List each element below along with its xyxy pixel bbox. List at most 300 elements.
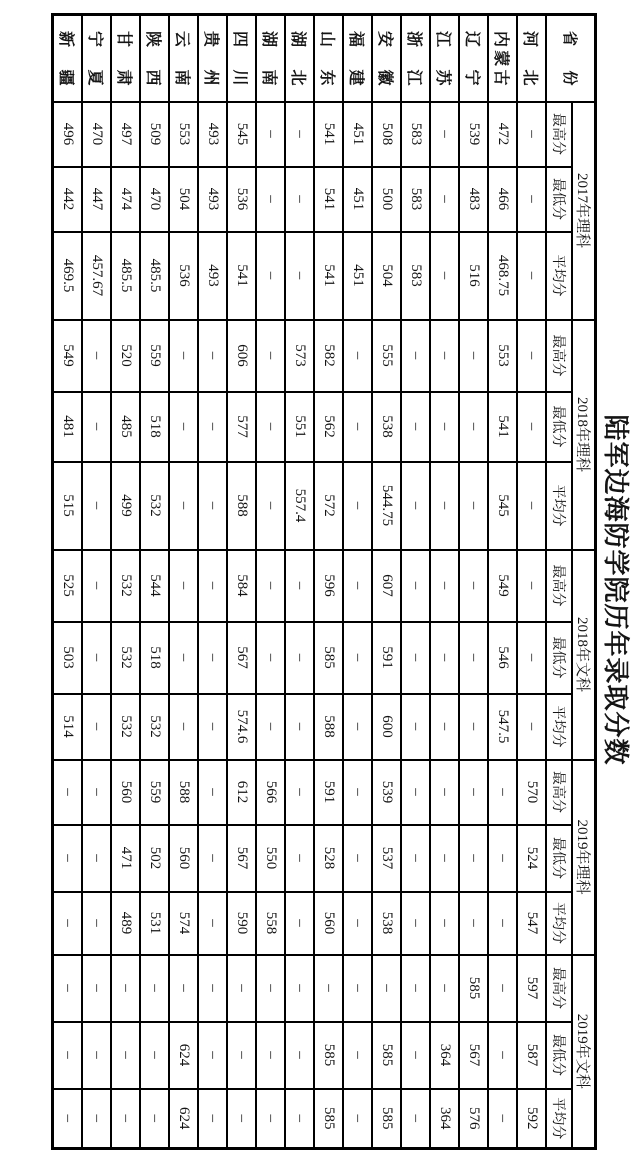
province-cell: 湖南 — [256, 15, 285, 102]
score-cell: 546 — [488, 622, 517, 694]
score-cell: – — [401, 892, 430, 955]
score-cell: 600 — [372, 694, 401, 760]
score-cell: 585 — [459, 955, 488, 1022]
score-cell: – — [285, 955, 314, 1022]
score-cell: – — [430, 392, 459, 462]
score-cell: – — [430, 232, 459, 320]
score-cell: – — [430, 102, 459, 167]
score-cell: 583 — [401, 102, 430, 167]
score-cell: 585 — [314, 1022, 343, 1089]
score-cell: – — [198, 760, 227, 825]
score-cell: 509 — [140, 102, 169, 167]
score-cell: 553 — [169, 102, 198, 167]
score-cell: – — [198, 694, 227, 760]
score-cell: – — [343, 622, 372, 694]
score-cell: 514 — [53, 694, 82, 760]
province-cell: 山东 — [314, 15, 343, 102]
score-cell: 496 — [53, 102, 82, 167]
table-row — [488, 15, 517, 1149]
score-cell: 493 — [198, 232, 227, 320]
province-cell: 江苏 — [430, 15, 459, 102]
score-cell: 545 — [227, 102, 256, 167]
score-cell: 442 — [53, 167, 82, 232]
table-row — [343, 15, 372, 1149]
score-cell: 524 — [517, 825, 546, 892]
score-cell: – — [459, 320, 488, 392]
score-cell: 532 — [140, 694, 169, 760]
score-cell: – — [198, 892, 227, 955]
score-cell: – — [285, 694, 314, 760]
sub-header-max: 最高分 — [546, 760, 572, 825]
score-cell: 493 — [198, 167, 227, 232]
score-cell: 549 — [53, 320, 82, 392]
score-cell: 447 — [82, 167, 111, 232]
score-cell: 539 — [459, 102, 488, 167]
score-cell: 567 — [459, 1022, 488, 1089]
score-cell: 538 — [372, 892, 401, 955]
score-cell: 612 — [227, 760, 256, 825]
score-cell: 536 — [227, 167, 256, 232]
score-cell: 551 — [285, 392, 314, 462]
score-cell: – — [82, 462, 111, 550]
score-cell: – — [140, 1022, 169, 1089]
table-row — [256, 15, 285, 1149]
score-cell: 562 — [314, 392, 343, 462]
province-cell: 安徽 — [372, 15, 401, 102]
sub-header-avg: 平均分 — [546, 694, 572, 760]
score-cell: – — [256, 1089, 285, 1149]
score-cell: – — [517, 232, 546, 320]
score-cell: 483 — [459, 167, 488, 232]
score-cell: 558 — [256, 892, 285, 955]
score-cell: 597 — [517, 955, 546, 1022]
score-cell: – — [343, 550, 372, 622]
score-cell: 596 — [314, 550, 343, 622]
score-cell: – — [285, 232, 314, 320]
score-cell: 537 — [372, 825, 401, 892]
score-cell: 485.5 — [111, 232, 140, 320]
score-cell: 470 — [140, 167, 169, 232]
score-cell: – — [430, 694, 459, 760]
table-row — [285, 15, 314, 1149]
score-cell: 489 — [111, 892, 140, 955]
score-cell: – — [227, 955, 256, 1022]
score-cell: – — [459, 622, 488, 694]
score-cell: – — [459, 694, 488, 760]
score-cell: 471 — [111, 825, 140, 892]
score-cell: – — [256, 462, 285, 550]
score-cell: 528 — [314, 825, 343, 892]
score-cell: – — [285, 102, 314, 167]
score-cell: 583 — [401, 232, 430, 320]
score-cell: – — [517, 320, 546, 392]
score-cell: – — [227, 1022, 256, 1089]
score-cell: 539 — [372, 760, 401, 825]
score-cell: 566 — [256, 760, 285, 825]
score-cell: 582 — [314, 320, 343, 392]
score-cell: 451 — [343, 232, 372, 320]
score-cell: – — [401, 694, 430, 760]
group-header-2018-science: 2018年理科 — [572, 320, 596, 550]
score-cell: 574 — [169, 892, 198, 955]
score-cell: – — [82, 955, 111, 1022]
sub-header-min: 最低分 — [546, 392, 572, 462]
score-cell: 590 — [227, 892, 256, 955]
score-cell: 469.5 — [53, 232, 82, 320]
sub-header-avg: 平均分 — [546, 892, 572, 955]
score-cell: – — [401, 392, 430, 462]
score-cell: – — [140, 1089, 169, 1149]
score-cell: – — [488, 1089, 517, 1149]
score-cell: – — [343, 320, 372, 392]
score-cell: 485.5 — [140, 232, 169, 320]
score-cell: 532 — [111, 694, 140, 760]
score-cell: 364 — [430, 1022, 459, 1089]
score-cell: 572 — [314, 462, 343, 550]
score-cell: 541 — [314, 102, 343, 167]
sub-header-min: 最低分 — [546, 825, 572, 892]
score-cell: 531 — [140, 892, 169, 955]
score-cell: 541 — [488, 392, 517, 462]
score-cell: 502 — [140, 825, 169, 892]
score-cell: 504 — [372, 232, 401, 320]
score-cell: 466 — [488, 167, 517, 232]
score-cell: – — [53, 955, 82, 1022]
province-cell: 贵州 — [198, 15, 227, 102]
table-row — [140, 15, 169, 1149]
score-cell: 574.6 — [227, 694, 256, 760]
score-cell: 624 — [169, 1022, 198, 1089]
score-cell: 520 — [111, 320, 140, 392]
score-cell: – — [82, 892, 111, 955]
score-cell: 606 — [227, 320, 256, 392]
score-cell: – — [517, 167, 546, 232]
score-cell: – — [256, 167, 285, 232]
score-cell: – — [488, 892, 517, 955]
score-cell: – — [256, 102, 285, 167]
score-cell: – — [169, 462, 198, 550]
score-cell: 553 — [488, 320, 517, 392]
score-cell: 570 — [517, 760, 546, 825]
score-cell: – — [198, 955, 227, 1022]
score-cell: – — [256, 955, 285, 1022]
score-cell: 493 — [198, 102, 227, 167]
score-cell: – — [343, 955, 372, 1022]
score-cell: – — [488, 1022, 517, 1089]
score-cell: 474 — [111, 167, 140, 232]
score-cell: – — [285, 167, 314, 232]
score-cell: – — [169, 320, 198, 392]
score-cell: – — [401, 955, 430, 1022]
table-row — [459, 15, 488, 1149]
table-row — [82, 15, 111, 1149]
score-cell: 607 — [372, 550, 401, 622]
score-cell: – — [285, 1089, 314, 1149]
table-row — [517, 15, 546, 1149]
score-cell: – — [82, 694, 111, 760]
score-cell: – — [517, 550, 546, 622]
score-cell: – — [401, 1022, 430, 1089]
score-cell: 567 — [227, 825, 256, 892]
score-cell: 515 — [53, 462, 82, 550]
score-cell: – — [227, 1089, 256, 1149]
score-cell: – — [285, 892, 314, 955]
score-cell: 588 — [227, 462, 256, 550]
score-cell: 549 — [488, 550, 517, 622]
score-cell: – — [517, 622, 546, 694]
score-cell: 557.4 — [285, 462, 314, 550]
score-cell: – — [256, 694, 285, 760]
score-cell: – — [401, 550, 430, 622]
score-cell: – — [430, 892, 459, 955]
score-cell: – — [53, 892, 82, 955]
province-cell: 四川 — [227, 15, 256, 102]
sub-header-min: 最低分 — [546, 622, 572, 694]
score-cell: – — [256, 550, 285, 622]
score-cell: 457.67 — [82, 232, 111, 320]
score-cell: 560 — [111, 760, 140, 825]
table-row — [53, 15, 82, 1149]
score-cell: 536 — [169, 232, 198, 320]
score-cell: 544.75 — [372, 462, 401, 550]
score-cell: – — [198, 1089, 227, 1149]
score-cell: – — [198, 622, 227, 694]
score-cell: 585 — [372, 1089, 401, 1149]
province-cell: 甘肃 — [111, 15, 140, 102]
score-cell: 518 — [140, 622, 169, 694]
score-cell: 588 — [314, 694, 343, 760]
province-cell: 陕西 — [140, 15, 169, 102]
score-cell: – — [256, 392, 285, 462]
group-header-2017-science: 2017年理科 — [572, 102, 596, 320]
score-cell: – — [459, 462, 488, 550]
score-cell: 516 — [459, 232, 488, 320]
table-row — [198, 15, 227, 1149]
score-cell: – — [82, 825, 111, 892]
score-cell: – — [343, 462, 372, 550]
score-cell: 532 — [111, 550, 140, 622]
sub-header-max: 最高分 — [546, 955, 572, 1022]
group-header-row — [572, 15, 596, 1149]
score-cell: 591 — [372, 622, 401, 694]
score-cell: – — [343, 760, 372, 825]
province-cell: 新疆 — [53, 15, 82, 102]
group-header-2019-arts: 2019年文科 — [572, 955, 596, 1149]
score-cell: – — [256, 1022, 285, 1089]
score-cell: – — [430, 955, 459, 1022]
score-cell: – — [82, 1089, 111, 1149]
group-header-2018-arts: 2018年文科 — [572, 550, 596, 760]
table-row — [169, 15, 198, 1149]
score-cell: 538 — [372, 392, 401, 462]
score-cell: – — [198, 392, 227, 462]
score-cell: – — [430, 825, 459, 892]
score-cell: – — [256, 232, 285, 320]
score-cell: – — [169, 694, 198, 760]
province-cell: 浙江 — [401, 15, 430, 102]
score-cell: 541 — [314, 167, 343, 232]
score-cell: – — [517, 392, 546, 462]
page-title: 陆军边海防学院历年录取分数 — [601, 414, 630, 766]
score-cell: 500 — [372, 167, 401, 232]
score-cell: 559 — [140, 760, 169, 825]
score-cell: 559 — [140, 320, 169, 392]
score-cell: – — [169, 392, 198, 462]
score-cell: 555 — [372, 320, 401, 392]
score-cell: – — [459, 550, 488, 622]
score-cell: – — [82, 1022, 111, 1089]
sub-header-avg: 平均分 — [546, 462, 572, 550]
score-cell: 547 — [517, 892, 546, 955]
score-cell: 503 — [53, 622, 82, 694]
score-cell: – — [82, 392, 111, 462]
score-cell: – — [198, 320, 227, 392]
score-cell: – — [430, 622, 459, 694]
score-cell: – — [401, 1089, 430, 1149]
score-cell: 485 — [111, 392, 140, 462]
score-cell: 577 — [227, 392, 256, 462]
score-cell: – — [488, 760, 517, 825]
score-cell: – — [256, 622, 285, 694]
score-cell: – — [401, 320, 430, 392]
score-cell: – — [140, 955, 169, 1022]
score-cell: 624 — [169, 1089, 198, 1149]
score-cell: 584 — [227, 550, 256, 622]
score-cell: – — [111, 955, 140, 1022]
province-cell: 宁夏 — [82, 15, 111, 102]
score-cell: – — [401, 760, 430, 825]
province-header: 省份 — [546, 15, 596, 102]
score-cell: 591 — [314, 760, 343, 825]
score-cell: 518 — [140, 392, 169, 462]
score-cell: – — [430, 550, 459, 622]
score-cell: – — [430, 462, 459, 550]
score-cell: 504 — [169, 167, 198, 232]
score-cell: 547.5 — [488, 694, 517, 760]
score-cell: 587 — [517, 1022, 546, 1089]
score-cell: – — [111, 1022, 140, 1089]
score-cell: – — [53, 1089, 82, 1149]
score-cell: – — [488, 825, 517, 892]
score-cell: – — [343, 1089, 372, 1149]
table-row — [372, 15, 401, 1149]
score-cell: 592 — [517, 1089, 546, 1149]
score-cell: 573 — [285, 320, 314, 392]
score-cell: – — [82, 550, 111, 622]
score-cell: – — [198, 550, 227, 622]
score-cell: – — [285, 825, 314, 892]
score-cell: – — [459, 825, 488, 892]
score-cell: 585 — [372, 1022, 401, 1089]
score-cell: 532 — [140, 462, 169, 550]
table-row — [111, 15, 140, 1149]
score-cell: – — [430, 320, 459, 392]
score-cell: 470 — [82, 102, 111, 167]
score-cell: – — [459, 892, 488, 955]
score-cell: – — [198, 825, 227, 892]
score-cell: – — [169, 955, 198, 1022]
score-cell: – — [82, 622, 111, 694]
score-cell: – — [53, 1022, 82, 1089]
score-cell: – — [169, 550, 198, 622]
score-cell: – — [401, 622, 430, 694]
score-cell: 364 — [430, 1089, 459, 1149]
score-cell: – — [285, 1022, 314, 1089]
score-cell: – — [459, 760, 488, 825]
province-cell: 河北 — [517, 15, 546, 102]
group-header-2019-science: 2019年理科 — [572, 760, 596, 955]
score-cell: 545 — [488, 462, 517, 550]
sub-header-avg: 平均分 — [546, 232, 572, 320]
score-cell: 508 — [372, 102, 401, 167]
score-cell: 585 — [314, 622, 343, 694]
table-body — [53, 15, 546, 1149]
table-row — [430, 15, 459, 1149]
province-cell: 辽宁 — [459, 15, 488, 102]
score-cell: – — [111, 1089, 140, 1149]
score-cell: – — [372, 955, 401, 1022]
table-row — [227, 15, 256, 1149]
score-cell: – — [285, 550, 314, 622]
score-cell: 472 — [488, 102, 517, 167]
score-cell: – — [343, 892, 372, 955]
score-cell: – — [459, 392, 488, 462]
score-cell: – — [343, 694, 372, 760]
score-cell: – — [401, 462, 430, 550]
score-cell: – — [285, 760, 314, 825]
score-cell: – — [517, 102, 546, 167]
score-cell: – — [343, 392, 372, 462]
table-row — [314, 15, 343, 1149]
score-cell: 497 — [111, 102, 140, 167]
score-cell: – — [53, 825, 82, 892]
score-cell: – — [430, 760, 459, 825]
score-cell: – — [401, 825, 430, 892]
score-cell: – — [343, 1022, 372, 1089]
province-cell: 云南 — [169, 15, 198, 102]
province-cell: 福建 — [343, 15, 372, 102]
score-cell: 560 — [314, 892, 343, 955]
score-cell: – — [256, 320, 285, 392]
score-cell: 576 — [459, 1089, 488, 1149]
score-cell: 532 — [111, 622, 140, 694]
score-cell: – — [517, 694, 546, 760]
score-cell: 567 — [227, 622, 256, 694]
admission-scores-table — [52, 13, 598, 1150]
sub-header-min: 最低分 — [546, 1022, 572, 1089]
score-cell: – — [198, 462, 227, 550]
score-cell: 550 — [256, 825, 285, 892]
score-cell: 468.75 — [488, 232, 517, 320]
score-cell: – — [488, 955, 517, 1022]
score-cell: 499 — [111, 462, 140, 550]
score-cell: 588 — [169, 760, 198, 825]
score-cell: 451 — [343, 102, 372, 167]
score-cell: – — [517, 462, 546, 550]
score-cell: 541 — [314, 232, 343, 320]
province-cell: 内蒙古 — [488, 15, 517, 102]
score-cell: 585 — [314, 1089, 343, 1149]
score-cell: – — [82, 760, 111, 825]
score-cell: – — [285, 622, 314, 694]
sub-header-max: 最高分 — [546, 102, 572, 167]
sub-header-avg: 平均分 — [546, 1089, 572, 1149]
score-cell: 583 — [401, 167, 430, 232]
sub-header-row — [546, 15, 572, 1149]
score-cell: – — [314, 955, 343, 1022]
province-cell: 湖北 — [285, 15, 314, 102]
score-cell: 525 — [53, 550, 82, 622]
